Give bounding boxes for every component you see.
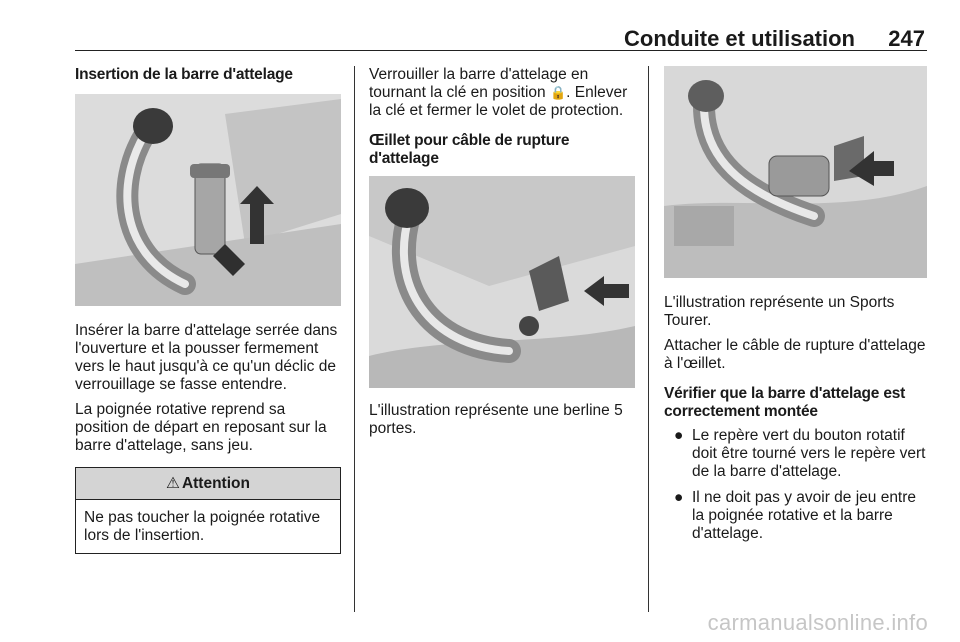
list-item	[664, 489, 927, 543]
watermark: carmanualsonline.info	[707, 610, 928, 635]
section-heading: Œillet pour câble de rupture d'attelage	[369, 132, 570, 167]
column-1	[75, 66, 341, 554]
eyelet-illustration-sports-tourer	[664, 66, 927, 278]
page-header	[75, 26, 927, 51]
page-number: 247	[888, 26, 925, 51]
tow-bar-insertion-illustration	[75, 94, 341, 306]
warning-box	[75, 467, 341, 554]
section-title: Conduite et utilisation	[624, 26, 855, 51]
eyelet-illustration-berline	[369, 176, 635, 388]
column-3	[664, 66, 927, 551]
warning-icon: ⚠	[166, 475, 180, 492]
section-heading: Vérifier que la barre d'attelage est correctement montée	[664, 385, 906, 420]
paragraph: Attacher le câble de rupture d'attelage à l'œillet.	[664, 337, 926, 372]
section-heading: Insertion de la barre d'attelage	[75, 66, 293, 83]
paragraph: Insérer la barre d'attelage serrée dans l'ouverture et la pousser fermement vers le haut jusqu'à ce qu'un déclic de verrouillage se fasse entendre.	[75, 322, 338, 393]
list-item	[664, 427, 927, 481]
column-divider	[354, 66, 355, 612]
check-list	[664, 427, 927, 543]
lock-icon: 🔒	[549, 85, 567, 100]
warning-title-text: Attention	[181, 475, 250, 492]
column-divider	[648, 66, 649, 612]
list-item-text: Le repère vert du bouton rotatif doit être tourné vers le repère vert de la barre d'attelage.	[692, 427, 926, 480]
warning-title	[76, 468, 340, 500]
paragraph: La poignée rotative reprend sa position de départ en reposant sur la barre d'attelage, sans jeu.	[75, 401, 327, 454]
paragraph-text: Verrouiller la barre d'attelage en tournant la clé en position	[369, 66, 589, 101]
bullet-icon: ●	[674, 489, 684, 506]
caption: L'illustration représente un Sports Tourer.	[664, 294, 895, 329]
paragraph-text: . Enlever la clé et fermer le volet de protection.	[369, 84, 628, 119]
warning-body: Ne pas toucher la poignée rotative lors de l'insertion.	[84, 509, 321, 544]
column-2	[369, 66, 635, 445]
paragraph	[369, 66, 635, 120]
bullet-icon: ●	[674, 427, 684, 444]
caption: L'illustration représente une berline 5 portes.	[369, 402, 623, 437]
list-item-text: Il ne doit pas y avoir de jeu entre la poignée rotative et la barre d'attelage.	[692, 489, 917, 542]
